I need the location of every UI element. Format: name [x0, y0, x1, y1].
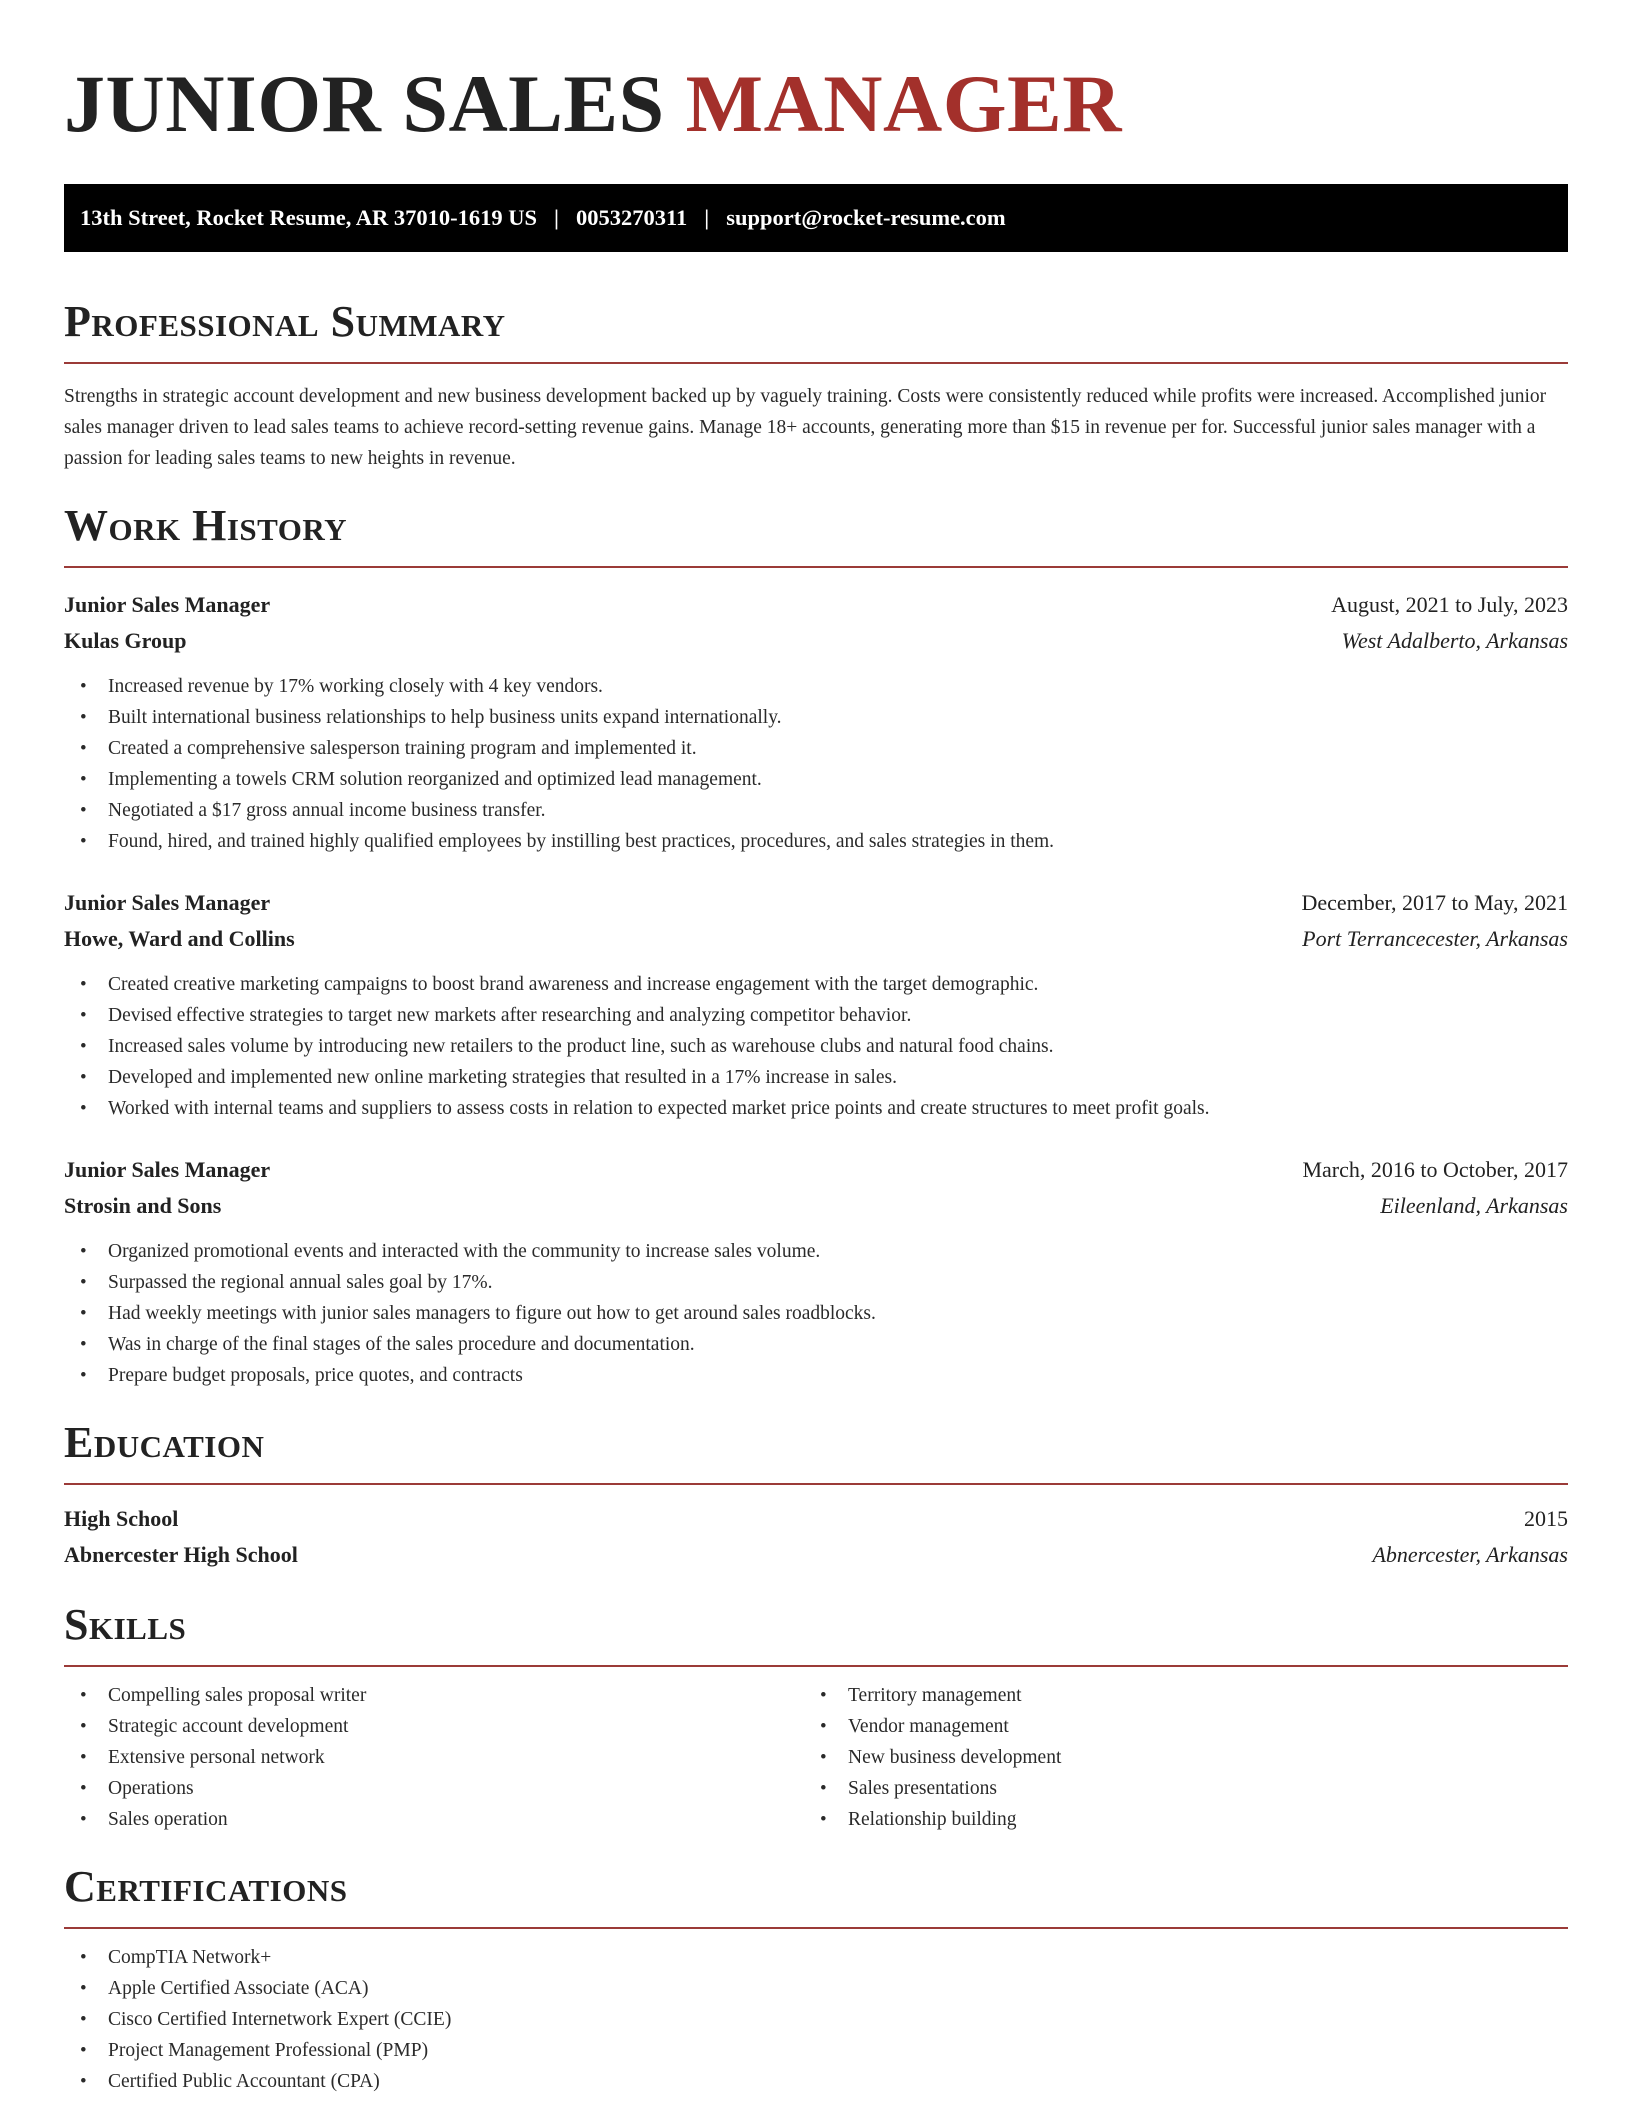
list-item: • Created creative marketing campaigns to boost brand awareness and increase engagement with the target demographic. [64, 969, 1568, 1000]
list-item: • Relationship building [804, 1804, 1544, 1835]
job-dates: August, 2021 to July, 2023 [1331, 592, 1568, 617]
list-item: • Increased sales volume by introducing new retailers to the product line, such as warehouse clubs and natural food chains. [64, 1031, 1568, 1062]
list-item: • Worked with internal teams and suppliers to assess costs in relation to expected market price points and create structures to meet profit goals. [64, 1093, 1568, 1124]
contact-separator: | [554, 205, 559, 230]
job-location: West Adalberto, Arkansas [1341, 628, 1568, 653]
list-item: • Territory management [804, 1680, 1544, 1711]
job-bullets [64, 671, 1568, 857]
certifications-section [64, 1861, 1568, 2097]
job-dates: March, 2016 to October, 2017 [1302, 1157, 1568, 1182]
list-item: • Apple Certified Associate (ACA) [64, 1973, 1568, 2004]
education-school: Abnercester High School [64, 1542, 298, 1567]
list-item: • Certified Public Accountant (CPA) [64, 2066, 1568, 2097]
job-company: Kulas Group [64, 628, 187, 653]
list-item: • Found, hired, and trained highly qualified employees by instilling best practices, procedures, and sales strategies in them. [64, 826, 1568, 857]
contact-phone: 0053270311 [576, 205, 688, 230]
list-item: • Negotiated a $17 gross annual income business transfer. [64, 795, 1568, 826]
job-location: Eileenland, Arkansas [1380, 1193, 1568, 1218]
list-item: • Created a comprehensive salesperson training program and implemented it. [64, 733, 1568, 764]
contact-email: support@rocket-resume.com [726, 205, 1006, 230]
job-role: Junior Sales Manager [64, 890, 271, 915]
education-year: 2015 [1524, 1506, 1568, 1531]
resume-title [64, 0, 1568, 150]
job-bullets [64, 969, 1568, 1124]
summary-text: Strengths in strategic account development and new business development backed up by vaguely training. Costs were consistently reduced while profits were increased. Accomplished junior sales manager driven to lead sales teams to achieve record-setting revenue gains. Manage 18+ accounts, generating more than $15 in revenue per for. Successful junior sales manager with a passion for leading sales teams to new heights in revenue. [64, 386, 1547, 469]
list-item: • Developed and implemented new online marketing strategies that resulted in a 17% increase in sales. [64, 1062, 1568, 1093]
contact-bar [64, 184, 1568, 252]
list-item: • Sales operation [64, 1804, 804, 1835]
certifications-heading: Certifications [64, 1862, 348, 1911]
work-history-heading: Work History [64, 501, 348, 550]
skills-list-right [804, 1680, 1544, 1835]
education-entry [64, 1501, 1568, 1573]
list-item: • Was in charge of the final stages of the sales procedure and documentation. [64, 1329, 1568, 1360]
section-divider [64, 362, 1568, 364]
job-entry [64, 587, 1568, 857]
education-section [64, 1417, 1568, 1573]
list-item: • Organized promotional events and interacted with the community to increase sales volume. [64, 1236, 1568, 1267]
section-divider [64, 566, 1568, 568]
list-item: • Implementing a towels CRM solution reorganized and optimized lead management. [64, 764, 1568, 795]
job-entry [64, 885, 1568, 1124]
list-item: • Sales presentations [804, 1773, 1544, 1804]
job-entry [64, 1152, 1568, 1391]
list-item: • Project Management Professional (PMP) [64, 2035, 1568, 2066]
skills-section [64, 1599, 1568, 1835]
certifications-list [64, 1942, 1568, 2097]
section-divider [64, 1927, 1568, 1929]
skills-list-left [64, 1680, 804, 1835]
summary-heading: Professional Summary [64, 297, 506, 346]
list-item: • Devised effective strategies to target new markets after researching and analyzing competitor behavior. [64, 1000, 1568, 1031]
list-item: • Operations [64, 1773, 804, 1804]
skills-heading: Skills [64, 1600, 187, 1649]
skills-columns [64, 1680, 1568, 1835]
job-dates: December, 2017 to May, 2021 [1301, 890, 1568, 915]
education-degree: High School [64, 1506, 179, 1531]
list-item: • CompTIA Network+ [64, 1942, 1568, 1973]
list-item: • Cisco Certified Internetwork Expert (CCIE) [64, 2004, 1568, 2035]
section-divider [64, 1483, 1568, 1485]
list-item: • Had weekly meetings with junior sales managers to figure out how to get around sales roadblocks. [64, 1298, 1568, 1329]
list-item: • Compelling sales proposal writer [64, 1680, 804, 1711]
job-location: Port Terrancecester, Arkansas [1302, 926, 1568, 951]
contact-address: 13th Street, Rocket Resume, AR 37010-1619 US [80, 205, 538, 230]
education-heading: Education [64, 1418, 265, 1467]
list-item: • Vendor management [804, 1711, 1544, 1742]
contact-separator: | [704, 205, 710, 230]
list-item: • Surpassed the regional annual sales goal by 17%. [64, 1267, 1568, 1298]
job-company: Strosin and Sons [64, 1193, 222, 1218]
list-item: • Increased revenue by 17% working closely with 4 key vendors. [64, 671, 1568, 702]
list-item: • Built international business relationships to help business units expand internationally. [64, 702, 1568, 733]
job-role: Junior Sales Manager [64, 592, 271, 617]
job-role: Junior Sales Manager [64, 1157, 271, 1182]
title-accent: MANAGER [685, 58, 1122, 149]
title-primary: JUNIOR SALES [64, 58, 665, 149]
job-company: Howe, Ward and Collins [64, 926, 295, 951]
job-bullets [64, 1236, 1568, 1391]
education-location: Abnercester, Arkansas [1372, 1542, 1568, 1567]
list-item: • Prepare budget proposals, price quotes, and contracts [64, 1360, 1568, 1391]
summary-section [64, 296, 1568, 474]
list-item: • New business development [804, 1742, 1544, 1773]
list-item: • Extensive personal network [64, 1742, 804, 1773]
list-item: • Strategic account development [64, 1711, 804, 1742]
section-divider [64, 1665, 1568, 1667]
work-history-section [64, 500, 1568, 1391]
